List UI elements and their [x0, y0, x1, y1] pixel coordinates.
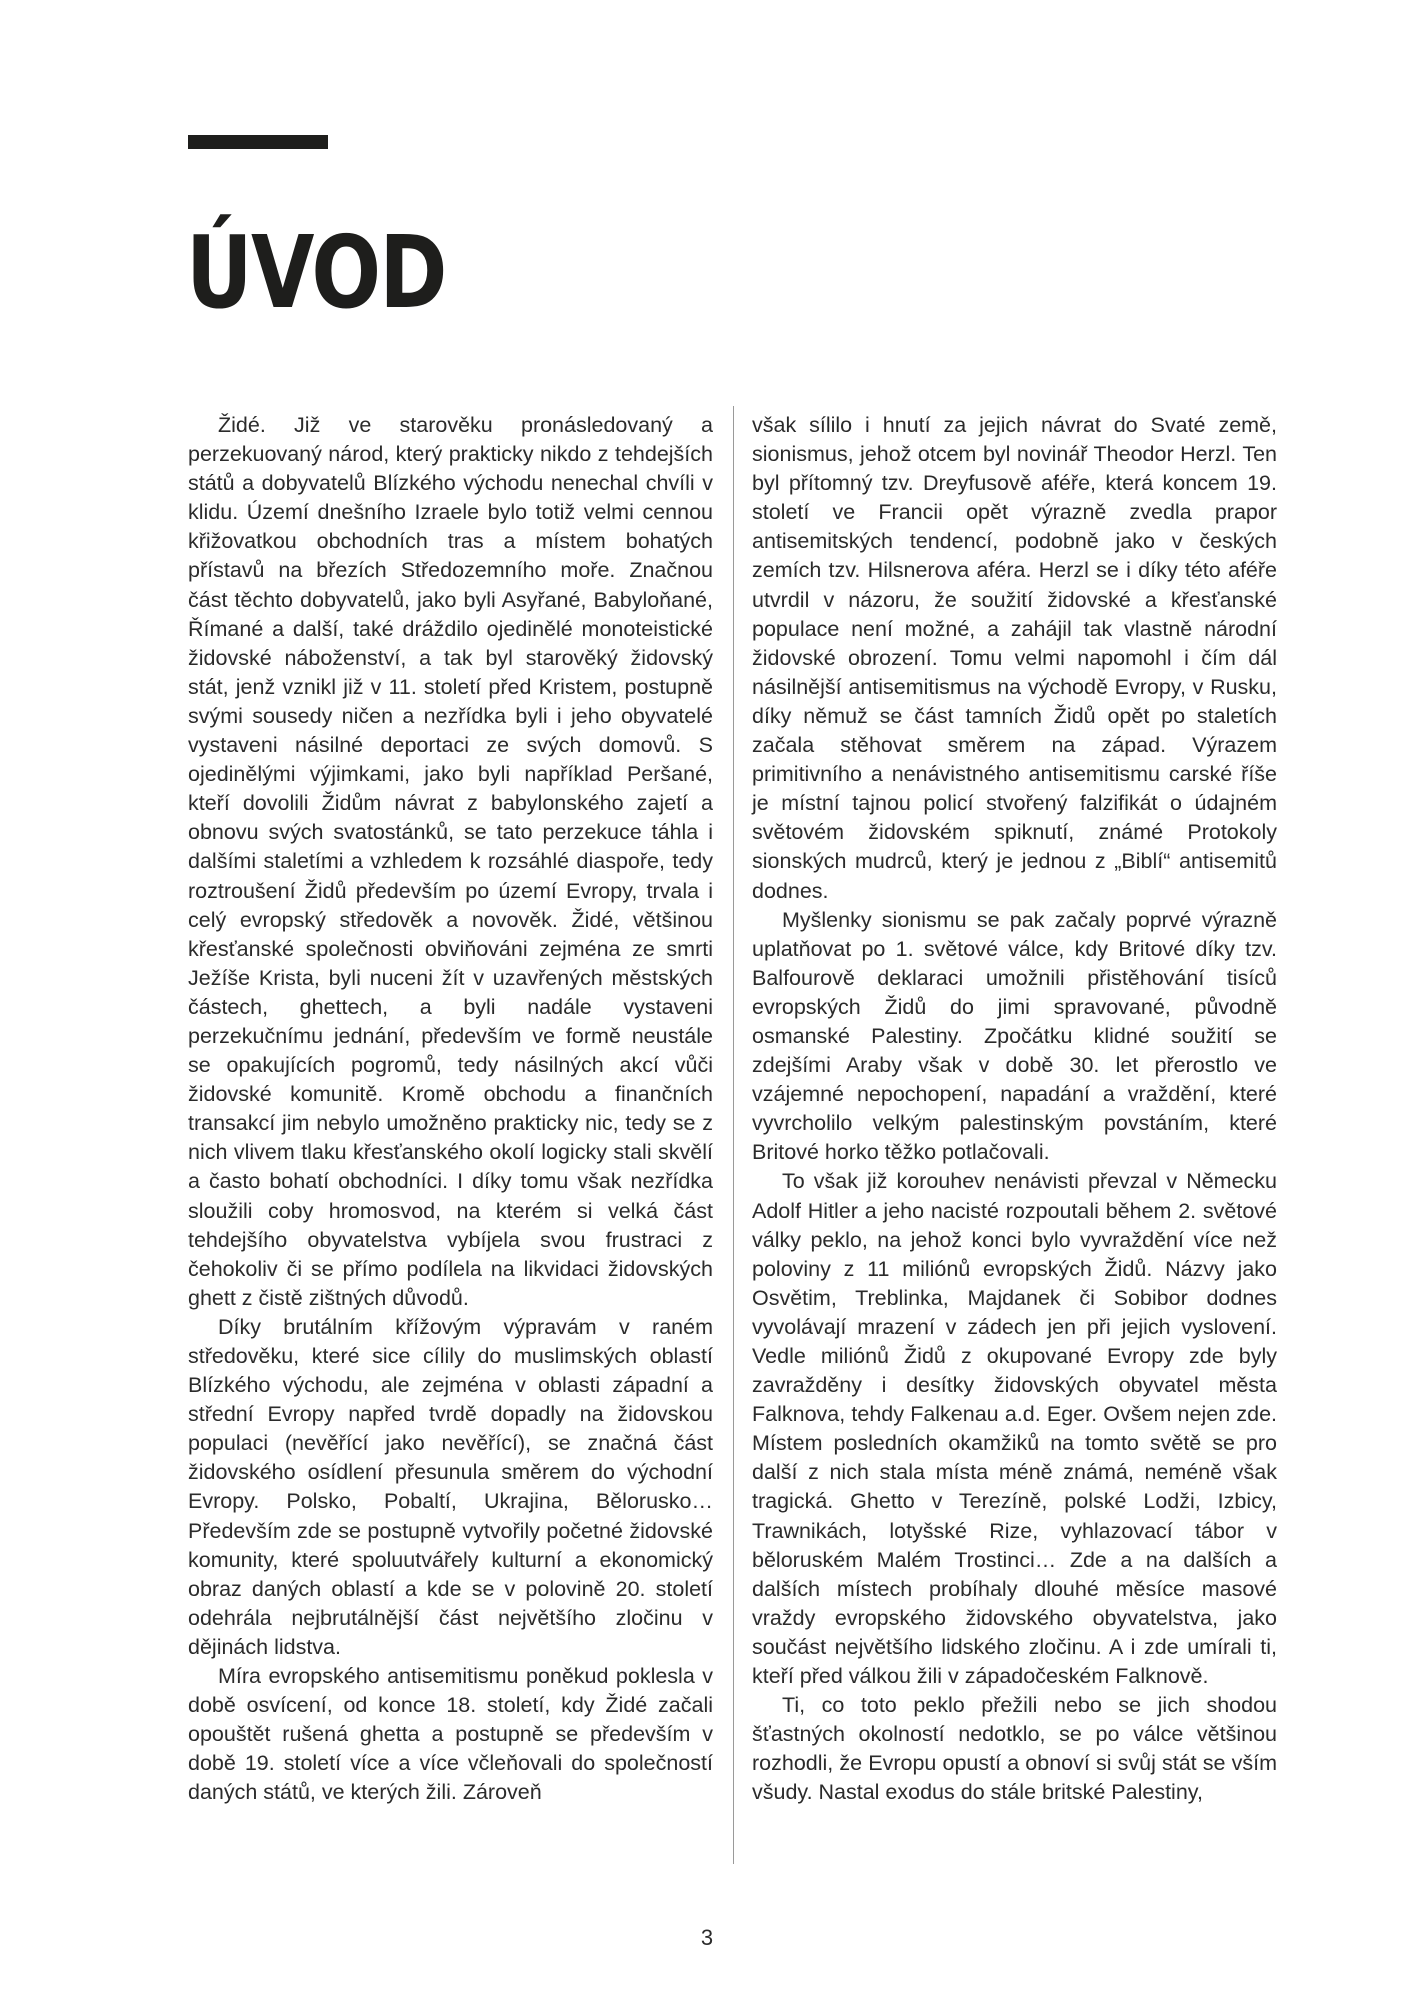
column-divider: [733, 406, 734, 1864]
paragraph: Míra evropského antisemitismu poněkud poklesla v době osvícení, od konce 18. století, kdy Židé začali opouštět rušená ghetta a postupně se především v době 19. století více a více včleňovali do společností daných států, ve kterých žili. Zároveň: [188, 1664, 713, 1805]
text-column-right: [752, 411, 1277, 1808]
text-column-left: [188, 411, 713, 1808]
paragraph: To však již korouhev nenávisti převzal v Německu Adolf Hitler a jeho nacisté rozpoutali během 2. světové války peklo, na jehož konci bylo vyvraždění více než poloviny z 11 miliónů evropských Židů. Názvy jako Osvětim, Treblinka, Majdanek či Sobibor dodnes vyvolávají mrazení v zádech jen při jejich vyslovení. Vedle miliónů Židů z okupované Evropy zde byly zavražděny i desítky židovských obyvatel města Falknova, tehdy Falkenau a.d. Eger. Ovšem nejen zde. Místem posledních okamžiků na tomto světě se pro další z nich stala místa méně známá, neméně však tragická. Ghetto v Terezíně, polské Lodži, Izbicy, Trawnikách, lotyšské Rize, vyhlazovací tábor v běloruském Malém Trostinci… Zde a na dalších a dalších místech probíhaly dlouhé měsíce masové vraždy evropského židovského obyvatelstva, jako součást největšího lidského zločinu. A i zde umírali ti, kteří před válkou žili v západočeském Falknově.: [752, 1169, 1277, 1689]
page-number: 3: [700, 1925, 714, 1950]
paragraph: Židé. Již ve starověku pronásledovaný a perzekuovaný národ, který prakticky nikdo z tehdejších států a dobyvatelů Blízkého východu nenechal chvíli v klidu. Území dnešního Izraele bylo totiž velmi cennou křižovatkou obchodních tras a místem bohatých přístavů na březích Středozemního moře. Značnou část těchto dobyvatelů, jako byli Asyřané, Babyloňané, Římané a další, také dráždilo ojedinělé monoteistické židovské náboženství, a tak byl starověký židovský stát, jenž vznikl již v 11. století před Kristem, postupně svými sousedy ničen a nezřídka byli i jeho obyvatelé vystaveni násilné deportaci ze svých domovů. S ojedinělými výjimkami, jako byli například Peršané, kteří dovolili Židům návrat z babylonského zajetí a obnovu svých svatostánků, se tato perzekuce táhla i dalšími staletími a vzhledem k rozsáhlé diaspoře, tedy roztroušení Židů především po území Evropy, trvala i celý evropský středověk a novověk. Židé, většinou křesťanské společnosti obviňováni zejména ze smrti Ježíše Krista, byli nuceni žít v uzavřených městských částech, ghettech, a byli nadále vystaveni perzekučnímu jednání, především ve formě neustále se opakujících pogromů, tedy násilných akcí vůči židovské komunitě. Kromě obchodu a finančních transakcí jim nebylo umožněno prakticky nic, tedy se z nich vlivem tlaku křesťanského okolí logicky stali skvělí a často bohatí obchodníci. I díky tomu však nezřídka sloužili coby hromosvod, na kterém si velká část tehdejšího obyvatelstva vybíjela svou frustraci z čehokoliv či se přímo podílela na likvidaci židovských ghett z čistě zištných důvodů.: [188, 413, 713, 1310]
decorative-title-bar: [188, 135, 328, 149]
paragraph: Díky brutálním křížovým výpravám v raném středověku, které sice cílily do muslimských oblastí Blízkého východu, ale zejména v oblasti západní a střední Evropy napřed tvrdě dopadly na židovskou populaci (nevěřící jako nevěřící), se značná část židovského osídlení přesunula směrem do východní Evropy. Polsko, Pobaltí, Ukrajina, Bělorusko… Především zde se postupně vytvořily početné židovské komunity, které spoluutvářely kulturní a ekonomický obraz daných oblastí a kde se v polovině 20. století odehrála nejbrutálnější část největšího zločinu v dějinách lidstva.: [188, 1314, 713, 1659]
page-title: ÚVOD: [186, 214, 446, 331]
paragraph: Ti, co toto peklo přežili nebo se jich shodou šťastných okolností nedotklo, se po válce většinou rozhodli, že Evropu opustí a obnoví si svůj stát se vším všudy. Nastal exodus do stále britské Palestiny,: [752, 1693, 1277, 1805]
paragraph: však sílilo i hnutí za jejich návrat do Svaté země, sionismus, jehož otcem byl novinář Theodor Herzl. Ten byl přítomný tzv. Dreyfusově aféře, která koncem 19. století ve Francii opět výrazně zvedla prapor antisemitských tendencí, podobně jako v českých zemích tzv. Hilsnerova aféra. Herzl se i díky této aféře utvrdil v názoru, že soužití židovské a křesťanské populace není možné, a zahájil tak vlastně národní židovské obrození. Tomu velmi napomohl i čím dál násilnější antisemitismus na východě Evropy, v Rusku, díky němuž se část tamních Židů opět po staletích začala stěhovat směrem na západ. Výrazem primitivního a nenávistného antisemitismu carské říše je místní tajnou policí stvořený falzifikát o údajném světovém židovském spiknutí, známé Protokoly sionských mudrců, který je jednou z „Biblí“ antisemitů dodnes.: [752, 413, 1277, 903]
paragraph: Myšlenky sionismu se pak začaly poprvé výrazně uplatňovat po 1. světové válce, kdy Britové díky tzv. Balfourově deklaraci umožnili přistěhování tisíců evropských Židů do jimi spravované, původně osmanské Palestiny. Zpočátku klidné soužití se zdejšími Araby však v době 30. let přerostlo ve vzájemné nepochopení, napadání a vraždění, které vyvrcholilo velkým palestinským povstáním, které Britové horko těžko potlačovali.: [752, 907, 1277, 1165]
